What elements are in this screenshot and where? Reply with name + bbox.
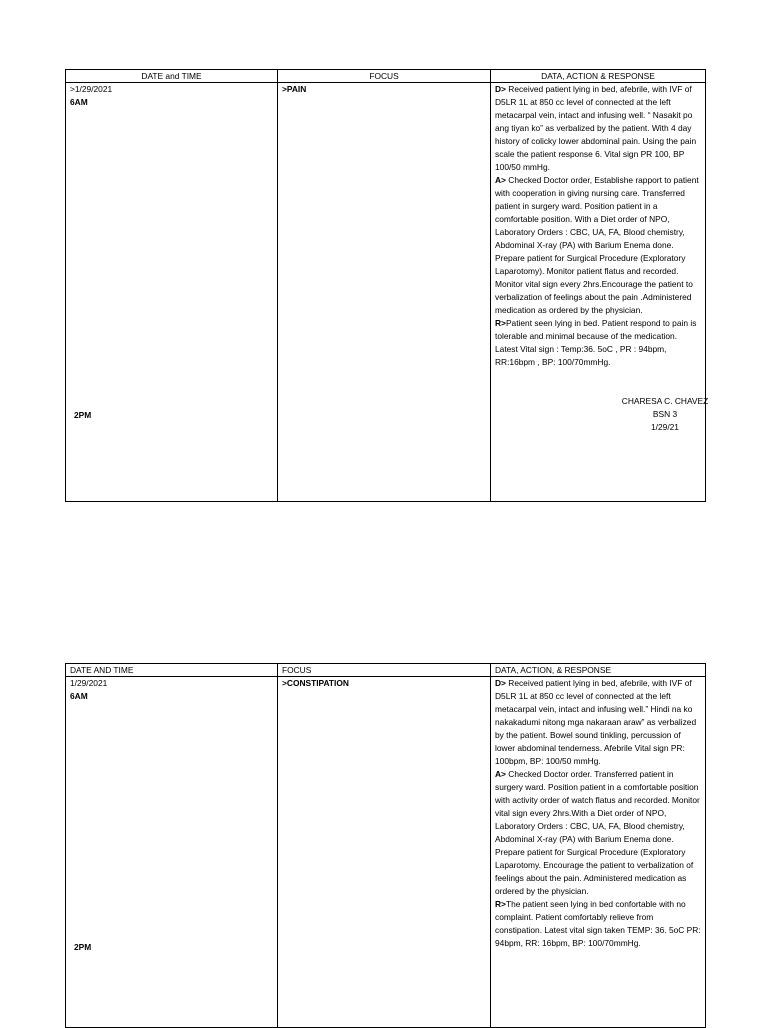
date-time-cell — [66, 677, 278, 1028]
focus-cell — [278, 677, 491, 1028]
header-focus: FOCUS — [278, 70, 491, 83]
table-row — [66, 677, 706, 1028]
action-text: Checked Doctor order. Transferred patient in surgery ward. Position patient in a comfortable position with activity order of watch flatus and recorded. Monitor vital sign every 2hrs.With a Diet order of NPO, Laboratory Orders : CBC, UA, FA, Blood chemistry, Abdominal X-ray (PA) with Barium Enema done. Prepare patient for Surgical Procedure (Exploratory Laparotomy. Encourage the patient to verbalization of feelings about the pain. Administered medication as ordered by the physician. — [495, 769, 700, 896]
action-paragraph — [495, 174, 701, 317]
header-row — [66, 664, 706, 677]
response-paragraph — [495, 317, 701, 343]
signature-block — [495, 395, 709, 434]
time-6am: 6AM — [70, 691, 88, 701]
table-row — [66, 83, 706, 502]
fdar-table-pain — [65, 69, 709, 502]
action-paragraph — [495, 768, 701, 898]
latest-vitals: Latest Vital sign : Temp:36. 5oC , PR : 94bpm, RR:16bpm , BP: 100/70mmHg. — [495, 344, 667, 367]
dar-cell — [491, 83, 709, 502]
header-data-action-response: DATA, ACTION & RESPONSE — [491, 70, 706, 83]
focus-cell — [278, 83, 491, 502]
response-text: The patient seen lying in bed confortable with no complaint. Patient comfortably relieve from constipation. Latest vital sign taken TEMP: 36. 5oC PR: 94bpm, RR: 16bpm, BP: 100/70mmHg. — [495, 899, 701, 948]
signature-name: CHARESA C. CHAVEZ — [621, 396, 709, 406]
response-text: Patient seen lying in bed. Patient respond to pain is tolerable and minimal because of the medication. — [495, 318, 697, 341]
focus-label: >CONSTIPATION — [282, 678, 349, 688]
data-text: Received patient lying in bed, afebrile, with IVF of D5LR 1L at 850 cc level of connected at the left metacarpal vein, intact and infusing well. “ Nasakit po ang tiyan ko” as verbalized by the patient. With 4 day history of colicky lower abdominal pain. Using the pain scale the patient response 6. Vital sign PR 100, BP 100/50 mmHg. — [495, 84, 697, 172]
data-label: D> — [495, 678, 506, 688]
header-data-action-response: DATA, ACTION, & RESPONSE — [491, 664, 706, 677]
data-text: Received patient lying in bed, afebrile, with IVF of D5LR 1L at 850 cc level of connected at the left metacarpal vein, intact and infusing well.” Hindi na ko nakakadumi nitong mga nakaraan araw” as verbalized by the patient. Bowel sound tinkling, percussion of lower abdominal tenderness. Afebrile Vital sign PR: 100bpm, BP: 100/50 mmHg. — [495, 678, 697, 766]
header-date-time: DATE and TIME — [66, 70, 278, 83]
action-text: Checked Doctor order, Establishe rapport to patient with cooperation in giving nursing care. Transferred patient in surgery ward. Position patient in a comfortable position. With a Diet order of NPO, Laboratory Orders : CBC, UA, FA, Blood chemistry, Abdominal X-ray (PA) with Barium Enema done. Prepare patient for Surgical Procedure (Exploratory Laparotomy). Monitor patient flatus and recorded. Monitor vital sign every 2hrs.Encourage the patient to verbalization of feelings about the pain .Administered medication as ordered by the physician. — [495, 175, 699, 315]
response-label: R> — [495, 899, 506, 909]
dar-cell — [491, 677, 706, 1028]
time-2pm: 2PM — [74, 410, 92, 420]
time-6am: 6AM — [70, 97, 88, 107]
header-date-time: DATE AND TIME — [66, 664, 278, 677]
data-paragraph — [495, 83, 701, 174]
entry-date: 1/29/2021 — [70, 678, 108, 688]
response-paragraph — [495, 898, 701, 950]
entry-date: >1/29/2021 — [70, 84, 113, 94]
focus-label: >PAIN — [282, 84, 307, 94]
fdar-table-constipation — [65, 663, 706, 1028]
response-label: R> — [495, 318, 506, 328]
data-label: D> — [495, 84, 506, 94]
header-focus: FOCUS — [278, 664, 491, 677]
signature-date: 1/29/21 — [651, 422, 679, 432]
time-2pm: 2PM — [74, 942, 92, 952]
date-time-cell — [66, 83, 278, 502]
action-label: A> — [495, 769, 506, 779]
action-label: A> — [495, 175, 506, 185]
signature-course: BSN 3 — [652, 409, 678, 419]
data-paragraph — [495, 677, 701, 768]
header-row — [66, 70, 706, 83]
